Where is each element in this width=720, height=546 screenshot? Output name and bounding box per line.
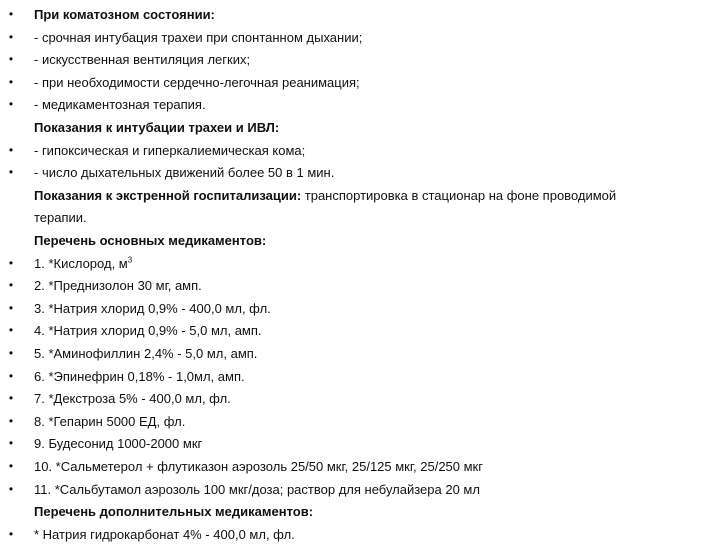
plain-text: - число дыхательных движений более 50 в 1 мин. — [34, 165, 335, 181]
plain-text: 5. *Аминофиллин 2,4% - 5,0 мл, амп. — [34, 346, 258, 361]
line-text — [34, 500, 313, 523]
line-text — [34, 26, 362, 49]
line-text — [34, 297, 271, 320]
text-line — [0, 206, 720, 229]
plain-text: 6. *Эпинефрин 0,18% - 1,0мл, амп. — [34, 368, 245, 384]
line-text — [34, 116, 279, 139]
plain-text: 10. *Сальметерол + флутиказон аэрозоль 25/50 мкг, 25/125 мкг, 25/250 мкг — [34, 459, 483, 474]
text-line — [0, 319, 720, 342]
bullet-icon: • — [8, 481, 14, 496]
text-line — [0, 455, 720, 478]
bullet-icon: • — [8, 7, 14, 21]
bullet-icon: • — [8, 165, 14, 180]
line-text — [34, 455, 483, 478]
plain-text: 9. Будесонид 1000-2000 мкг — [34, 436, 203, 452]
plain-text: - срочная интубация трахеи при спонтанном дыхании; — [34, 29, 363, 45]
bullet-icon: • — [8, 526, 14, 541]
line-text — [34, 71, 360, 94]
line-text — [34, 410, 185, 433]
plain-text: терапии. — [34, 210, 87, 226]
text-line — [0, 139, 720, 162]
line-text — [34, 274, 202, 297]
text-line — [0, 432, 720, 455]
text-line — [0, 229, 720, 252]
plain-text: - искусственная вентиляция легких; — [34, 52, 251, 68]
bullet-icon: • — [8, 323, 14, 338]
plain-text: - при необходимости сердечно-легочная реанимация; — [34, 74, 360, 90]
bold-heading: При коматозном состоянии: — [34, 7, 215, 22]
bullet-icon: • — [8, 74, 14, 89]
bullet-icon: • — [8, 391, 14, 406]
plain-text: 2. *Преднизолон 30 мг, амп. — [34, 278, 202, 294]
bullet-icon: • — [8, 52, 14, 67]
bullet-icon: • — [8, 413, 14, 428]
bold-heading: Показания к экстренной госпитализации: — [34, 187, 302, 203]
bold-heading: Перечень дополнительных медикаментов: — [34, 504, 314, 520]
text-line — [0, 387, 720, 410]
plain-text: - медикаментозная терапия. — [34, 97, 206, 113]
line-text — [34, 48, 250, 71]
bullet-icon: • — [8, 436, 14, 451]
line-text — [34, 161, 334, 184]
plain-text: 1. *Кислород, м — [34, 255, 128, 271]
line-text — [34, 184, 616, 207]
plain-text: 4. *Натрия хлорид 0,9% - 5,0 мл, амп. — [34, 323, 262, 339]
line-text — [34, 93, 206, 116]
bullet-icon: • — [8, 300, 14, 315]
text-line — [0, 410, 720, 433]
text-line — [0, 297, 720, 320]
text-line — [0, 478, 720, 501]
bold-heading: Показания к интубации трахеи и ИВЛ: — [34, 120, 280, 135]
text-line — [0, 26, 720, 49]
line-text — [34, 206, 87, 229]
text-line — [0, 500, 720, 523]
line-text — [34, 3, 215, 26]
text-line — [0, 274, 720, 297]
plain-text: транспортировка в стационар на фоне проводимой — [301, 187, 617, 203]
text-line — [0, 71, 720, 94]
bullet-icon: • — [8, 459, 14, 473]
text-line — [0, 184, 720, 207]
line-text — [34, 365, 245, 388]
plain-text: 8. *Гепарин 5000 ЕД, фл. — [34, 413, 186, 429]
bullet-icon: • — [8, 97, 14, 112]
bullet-icon: • — [8, 29, 14, 44]
text-line — [0, 48, 720, 71]
plain-text: * Натрия гидрокарбонат 4% - 400,0 мл, фл. — [34, 526, 295, 542]
plain-text: - гипоксическая и гиперкалиемическая кома; — [34, 142, 306, 158]
line-text — [34, 342, 257, 365]
plain-text: 3. *Натрия хлорид 0,9% - 400,0 мл, фл. — [34, 300, 271, 316]
superscript: 3 — [127, 255, 133, 265]
line-text — [34, 432, 202, 455]
line-text — [34, 229, 266, 252]
text-line — [0, 342, 720, 365]
text-line — [0, 93, 720, 116]
bold-heading: Перечень основных медикаментов: — [34, 233, 267, 248]
bullet-icon: • — [8, 346, 14, 360]
line-text — [34, 523, 295, 546]
text-line — [0, 116, 720, 139]
text-line — [0, 3, 720, 26]
line-text — [34, 478, 480, 501]
plain-text: 7. *Декстроза 5% - 400,0 мл, фл. — [34, 391, 231, 407]
bullet-icon: • — [8, 368, 14, 383]
text-line — [0, 252, 720, 275]
bullet-icon: • — [8, 255, 14, 270]
bullet-icon: • — [8, 278, 14, 293]
plain-text: 11. *Сальбутамол аэрозоль 100 мкг/доза; раствор для небулайзера 20 мл — [34, 481, 480, 497]
text-line — [0, 523, 720, 546]
line-text — [34, 252, 132, 275]
text-line — [0, 365, 720, 388]
line-text — [34, 319, 262, 342]
bullet-icon: • — [8, 142, 14, 157]
line-text — [34, 387, 231, 410]
line-text — [34, 139, 305, 162]
text-line — [0, 161, 720, 184]
